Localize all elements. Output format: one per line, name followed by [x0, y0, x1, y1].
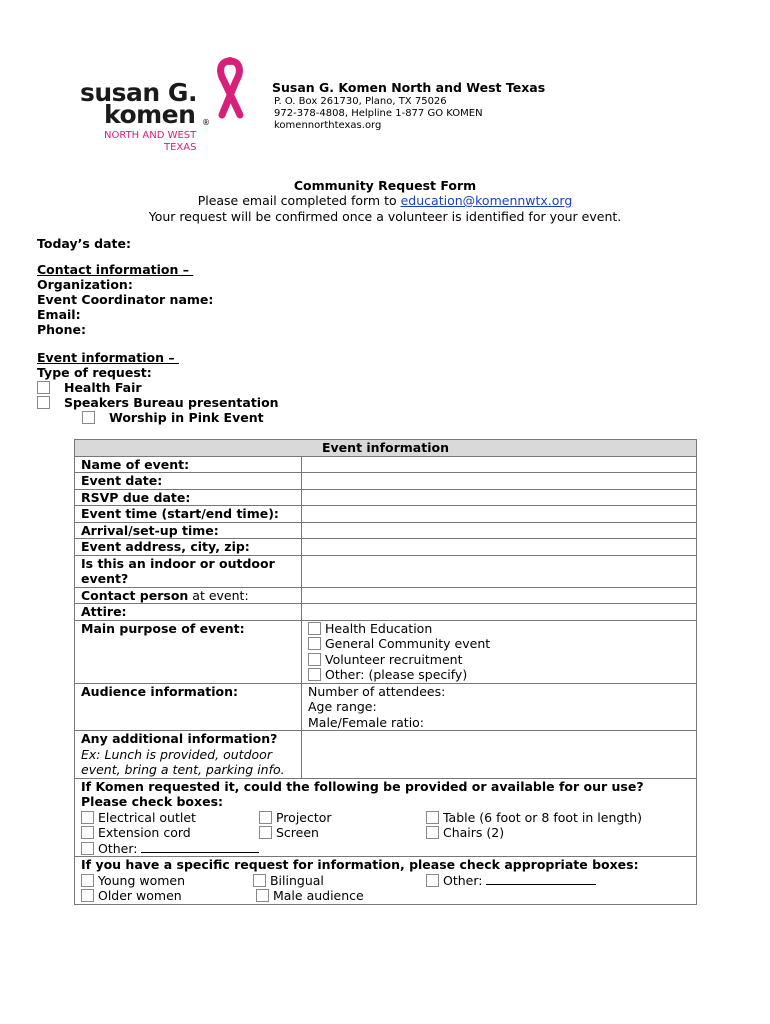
additional-ex2: event, bring a tent, parking info.: [81, 762, 285, 777]
specific-other-checkbox[interactable]: [426, 874, 439, 887]
event-info-table: [74, 439, 697, 905]
extension-checkbox[interactable]: [81, 826, 94, 839]
logo-reg-mark: ®: [202, 118, 210, 127]
row-arrival-label: Arrival/set-up time:: [75, 522, 302, 539]
contact-heading: Contact information –: [37, 262, 194, 277]
row-arrival-input[interactable]: [302, 522, 697, 539]
form-instruction: [0, 193, 770, 208]
health-ed-label: Health Education: [324, 620, 433, 636]
row-address-label: Event address, city, zip:: [75, 539, 302, 556]
bilingual-label: Bilingual: [269, 872, 324, 888]
org-name: Susan G. Komen North and West Texas: [272, 80, 546, 95]
row-indoor-label: [75, 555, 302, 587]
volunteer-checkbox[interactable]: [308, 653, 321, 666]
row-name-input[interactable]: [302, 456, 697, 473]
chairs-label: Chairs (2): [442, 825, 505, 840]
specific-male[interactable]: [256, 888, 364, 904]
specific-older[interactable]: [81, 888, 182, 904]
logo-text-susan: susan G.: [80, 78, 197, 107]
row-contact-input[interactable]: [302, 587, 697, 604]
audience-ratio: Male/Female ratio:: [308, 714, 425, 730]
volunteer-label: Volunteer recruitment: [324, 651, 463, 667]
row-date-label: Event date:: [75, 473, 302, 490]
speakers-bureau-checkbox[interactable]: [37, 396, 50, 409]
contact-person-rest: at event:: [188, 587, 249, 603]
row-indoor-input[interactable]: [302, 555, 697, 587]
contact-phone: Phone:: [37, 322, 87, 337]
type-health-fair[interactable]: [37, 380, 142, 395]
org-phone: 972-378-4808, Helpline 1-877 GO KOMEN: [274, 108, 483, 119]
chairs-checkbox[interactable]: [426, 826, 439, 839]
row-rsvp-input[interactable]: [302, 489, 697, 506]
form-title: Community Request Form: [293, 178, 477, 193]
row-additional-input[interactable]: [302, 731, 697, 779]
logo-text-komen: komen: [104, 100, 196, 129]
worship-pink-label: Worship in Pink Event: [108, 410, 264, 425]
purpose-other-label: Other: (please specify): [324, 667, 468, 682]
purpose-volunteer[interactable]: [308, 652, 690, 668]
provide-other-line[interactable]: [141, 852, 259, 853]
young-label: Young women: [97, 872, 186, 888]
row-time-label: Event time (start/end time):: [75, 506, 302, 523]
row-attire-input[interactable]: [302, 604, 697, 621]
community-checkbox[interactable]: [308, 637, 321, 650]
provide-chairs[interactable]: [426, 825, 504, 841]
purpose-other[interactable]: [308, 667, 690, 683]
row-rsvp-label: RSVP due date:: [75, 489, 302, 506]
electrical-label: Electrical outlet: [97, 809, 196, 825]
screen-checkbox[interactable]: [259, 826, 272, 839]
contact-coordinator: Event Coordinator name:: [37, 292, 214, 307]
org-website: komennorthtexas.org: [274, 120, 382, 131]
contact-person-bold: Contact person: [81, 587, 189, 603]
audience-age: Age range:: [308, 699, 377, 714]
electrical-checkbox[interactable]: [81, 811, 94, 824]
pink-ribbon-icon: [210, 57, 250, 129]
provide-screen[interactable]: [259, 825, 319, 841]
older-checkbox[interactable]: [81, 889, 94, 902]
instruction-text: Please email completed form to: [197, 193, 401, 208]
purpose-options: [302, 620, 697, 683]
provide-other[interactable]: [81, 841, 259, 857]
org-address: P. O. Box 261730, Plano, TX 75026: [274, 96, 447, 107]
health-fair-checkbox[interactable]: [37, 381, 50, 394]
worship-pink-checkbox[interactable]: [82, 411, 95, 424]
audience-attendees: Number of attendees:: [308, 683, 446, 699]
event-info-heading: Event information –: [37, 350, 179, 365]
specific-bilingual[interactable]: [253, 873, 324, 889]
specific-question: If you have a specific request for information, please check appropriate boxes:: [81, 857, 639, 872]
row-date-input[interactable]: [302, 473, 697, 490]
confirm-note: Your request will be confirmed once a volunteer is identified for your event.: [148, 209, 622, 224]
young-checkbox[interactable]: [81, 874, 94, 887]
provide-extension[interactable]: [81, 825, 191, 841]
health-ed-checkbox[interactable]: [308, 622, 321, 635]
email-link[interactable]: education@komennwtx.org: [400, 193, 573, 208]
provide-projector[interactable]: [259, 810, 332, 826]
specific-young[interactable]: [81, 873, 185, 889]
type-of-request-label: Type of request:: [37, 365, 152, 380]
additional-q: Any additional information?: [81, 731, 278, 746]
row-contact-label: [75, 587, 302, 604]
projector-checkbox[interactable]: [259, 811, 272, 824]
provide-table[interactable]: [426, 810, 642, 826]
provide-other-checkbox[interactable]: [81, 842, 94, 855]
extension-label: Extension cord: [97, 825, 191, 840]
row-audience-label: Audience information:: [75, 683, 302, 731]
purpose-community[interactable]: [308, 636, 690, 652]
provide-section: [75, 778, 697, 857]
type-worship-pink[interactable]: [82, 410, 264, 425]
provide-question: If Komen requested it, could the following be provided or available for our use?: [81, 778, 644, 794]
provide-other-label: Other:: [97, 840, 138, 856]
provide-instruction: Please check boxes:: [81, 794, 224, 809]
health-fair-label: Health Fair: [63, 380, 142, 395]
type-speakers-bureau[interactable]: [37, 395, 279, 410]
projector-label: Projector: [275, 809, 332, 825]
table-label: Table (6 foot or 8 foot in length): [442, 809, 643, 825]
indoor-line2: event?: [81, 571, 129, 586]
specific-section: [75, 857, 697, 905]
purpose-other-checkbox[interactable]: [308, 668, 321, 681]
additional-ex1: Ex: Lunch is provided, outdoor: [81, 746, 272, 762]
row-additional-label: [75, 731, 302, 779]
specific-other-line[interactable]: [486, 884, 596, 885]
contact-email: Email:: [37, 307, 81, 322]
male-checkbox[interactable]: [256, 889, 269, 902]
audience-fields: [302, 683, 697, 731]
contact-organization: Organization:: [37, 277, 133, 292]
specific-other-label: Other:: [442, 872, 483, 888]
row-address-input[interactable]: [302, 539, 697, 556]
provide-electrical[interactable]: [81, 810, 196, 826]
screen-label: Screen: [275, 825, 319, 840]
older-label: Older women: [97, 888, 182, 903]
row-attire-label: Attire:: [75, 604, 302, 621]
row-name-label: Name of event:: [75, 456, 302, 473]
row-time-input[interactable]: [302, 506, 697, 523]
indoor-line1: Is this an indoor or outdoor: [81, 555, 275, 571]
table-checkbox[interactable]: [426, 811, 439, 824]
logo-sub-north-west: NORTH AND WEST: [104, 130, 197, 141]
community-label: General Community event: [324, 636, 491, 651]
komen-logo: [80, 72, 260, 156]
male-label: Male audience: [272, 888, 364, 903]
specific-other[interactable]: [426, 873, 596, 889]
bilingual-checkbox[interactable]: [253, 874, 266, 887]
todays-date-label: Today’s date:: [37, 236, 131, 251]
logo-sub-texas: TEXAS: [164, 142, 197, 153]
purpose-health-ed[interactable]: [308, 621, 690, 637]
speakers-bureau-label: Speakers Bureau presentation: [63, 395, 279, 410]
row-purpose-label: Main purpose of event:: [75, 620, 302, 683]
table-header: Event information: [75, 440, 697, 457]
